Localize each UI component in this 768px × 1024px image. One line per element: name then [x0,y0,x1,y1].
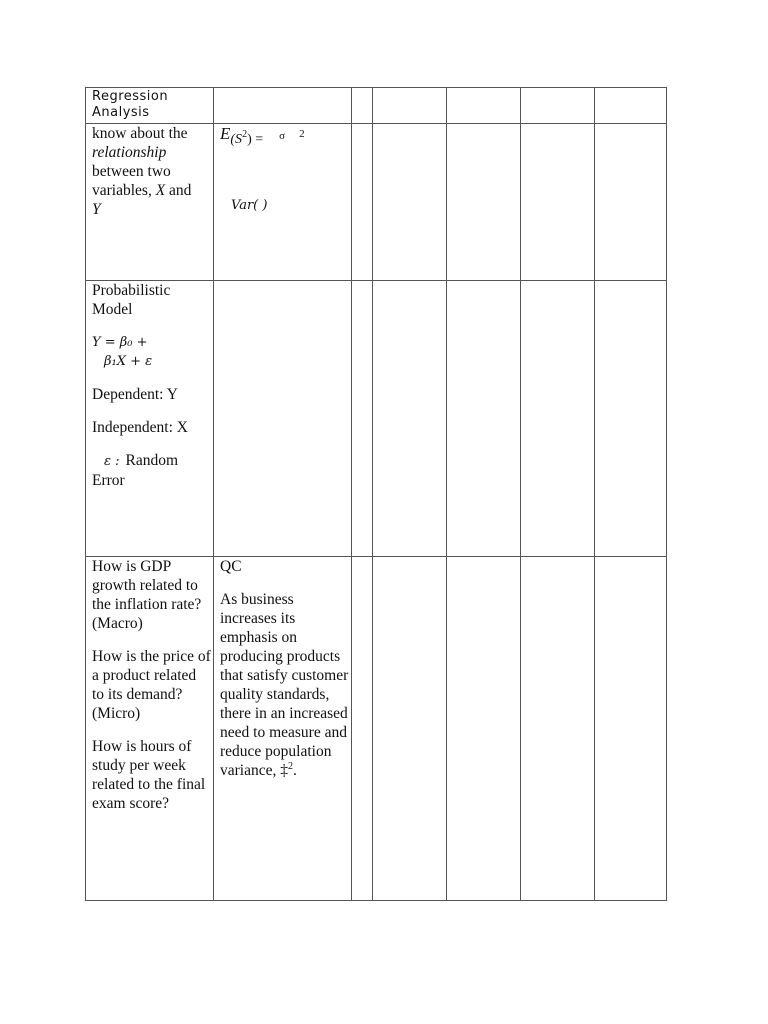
dependent-label: Dependent: Y [92,386,178,403]
qc-text: As business increases its emphasis on producing products that satisfy customer quality standards, there in an increased need to measure and reduce population variance, ‡ [220,591,349,779]
model-title: Probabilistic Model [92,282,171,318]
independent-label: Independent: X [92,419,188,436]
qc-heading: QC [220,558,242,575]
model-equation-line1: Y = β₀ + [92,335,148,350]
qc-end: . [293,762,297,779]
var-label: Var( ) [231,198,268,213]
variable-y: Y [92,201,101,218]
intro-and: and [169,182,192,199]
column-divider [372,88,373,900]
column-divider [351,88,352,900]
column-divider [594,88,595,900]
intro-text-1: know about the [92,125,188,142]
column-divider [520,88,521,900]
model-equation-line2: β₁X + ε [104,354,153,369]
formula-close: ) = [247,132,264,147]
intro-emphasis: relationship [92,144,167,161]
row3-qc [220,557,350,794]
random-error-label: Random Error [92,452,179,489]
row3-questions [92,557,212,827]
formula-e: E [220,124,231,143]
formula-sigma: σ [279,130,286,142]
intro-text-2: between two variables, [92,163,171,199]
column-divider [213,88,214,900]
formula-s: (S [230,132,243,147]
column-divider [446,88,447,900]
notes-table [85,87,667,901]
row2-content [92,281,212,490]
question-study: How is hours of study per week related to the final exam score? [92,738,206,812]
question-price: How is the price of a product related to its demand? (Micro) [92,648,211,722]
formula-exponent: 2 [299,128,305,140]
variable-x: X [155,182,166,199]
question-gdp: How is GDP growth related to the inflation rate? (Macro) [92,558,202,632]
row1-intro [92,124,212,219]
header-cell-title: Regression Analysis [92,89,169,120]
epsilon-symbol: ε : [104,454,120,469]
qc-exponent: 2 [288,761,293,772]
row1-formula: $E(S^2) = \sigma$ 2 [220,124,305,147]
